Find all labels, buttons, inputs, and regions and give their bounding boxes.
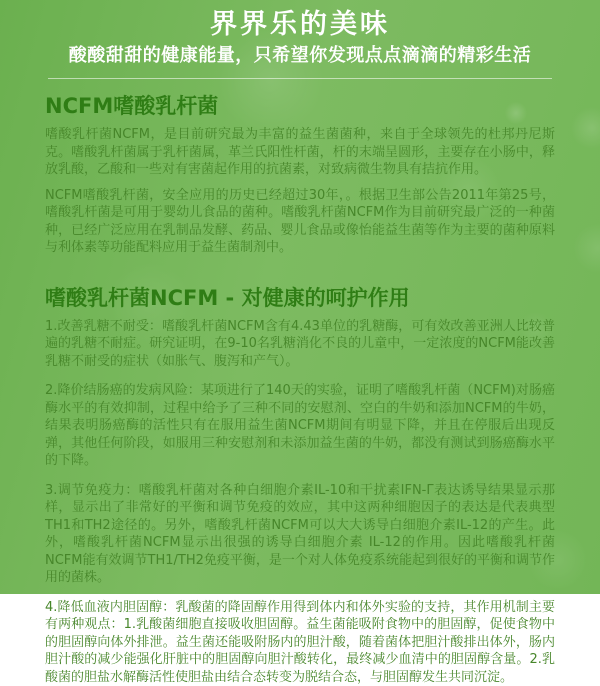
section-heading-health-benefits: 嗜酸乳杆菌NCFM - 对健康的呵护作用: [45, 286, 555, 310]
hero-header: [0, 0, 600, 67]
header-divider: [48, 78, 552, 79]
section2-paragraph-3-immunity: 3.调节免疫力：嗜酸乳杆菌对各种白细胞介素IL-10和干扰素IFN-Γ表达诱导结果显示那样，显示出了非常好的平衡和调节免疫的效应，其中这两种细胞因子的表达是代表典型TH1和TH2途径的。另外，嗜酸乳杆菌NCFM可以大大诱导白细胞介素IL-12的产生。此外，嗜酸乳杆菌NCFM显示出很强的诱导白细胞介素 IL-12的作用。因此嗜酸乳杆菌NCFM能有效调节TH1/TH2免疫平衡，是一个对人体免疫系统能起到很好的平衡和调节作用的菌株。: [45, 482, 555, 587]
page-title: 界界乐的美味: [0, 9, 600, 41]
section2-paragraph-2-colon-cancer: 2.降价结肠癌的发病风险：某项进行了140天的实验，证明了嗜酸乳杆菌（NCFM)对肠癌酶水平的有效抑制，过程中给予了三种不同的安慰剂、空白的牛奶和添加NCFM的牛奶，结果表明肠癌酶的活性只有在服用益生菌NCFM期间有明显下降，并且在停服后出现反弹，其他任何阶段，如服用三种安慰剂和未添加益生菌的牛奶，都没有测试到肠癌酶水平的下降。: [45, 382, 555, 470]
content-area: [0, 94, 600, 686]
section2-paragraph-4-cholesterol: 4.降低血液内胆固醇：乳酸菌的降固醇作用得到体内和体外实验的支持，其作用机制主要有两种观点：1.乳酸菌细胞直接吸收胆固醇。益生菌能吸附食物中的胆固醇，促使食物中的胆固醇向体外排泄。益生菌还能吸附肠内的胆汁酸，随着菌体把胆汁酸排出体外，肠内胆汁酸的减少能强化肝脏中的胆固醇向胆汁酸转化，最终减少血清中的胆固醇含量。2.乳酸菌的胆盐水解酶活性使胆盐由结合态转变为脱结合态，与胆固醇发生共同沉淀。: [45, 599, 555, 686]
section1-paragraph-2: NCFM嗜酸乳杆菌，安全应用的历史已经超过30年，。根据卫生部公告2011年第25号，嗜酸乳杆菌是可用于婴幼儿食品的菌种。嗜酸乳杆菌NCFM作为目前研究最广泛的一种菌种，已经广泛应用在乳制品发酵、药品、婴儿食品或像怡能益生菌等作为主要的菌种原料与利体素等功能配料应用于益生菌制剂中。: [45, 187, 555, 257]
section2-paragraph-1-lactose: 1.改善乳糖不耐受：嗜酸乳杆菌NCFM含有4.43单位的乳糖酶，可有效改善亚洲人比较普遍的乳糖不耐症。研究证明，在9-10名乳糖消化不良的儿童中，一定浓度的NCFM能改善乳糖不耐受的症状（如胀气、腹泻和产气）。: [45, 318, 555, 371]
section1-paragraph-1: 嗜酸乳杆菌NCFM，是目前研究最为丰富的益生菌菌种，来自于全球领先的杜邦丹尼斯克。嗜酸乳杆菌属于乳杆菌属，革兰氏阳性杆菌，杆的末端呈圆形，主要存在小肠中，释放乳酸，乙酸和一些对有害菌起作用的抗菌素，对致病微生物具有拮抗作用。: [45, 126, 555, 179]
section-heading-ncfm: NCFM嗜酸乳杆菌: [45, 94, 555, 118]
page-subtitle: 酸酸甜甜的健康能量，只希望你发现点点滴滴的精彩生活: [0, 45, 600, 67]
